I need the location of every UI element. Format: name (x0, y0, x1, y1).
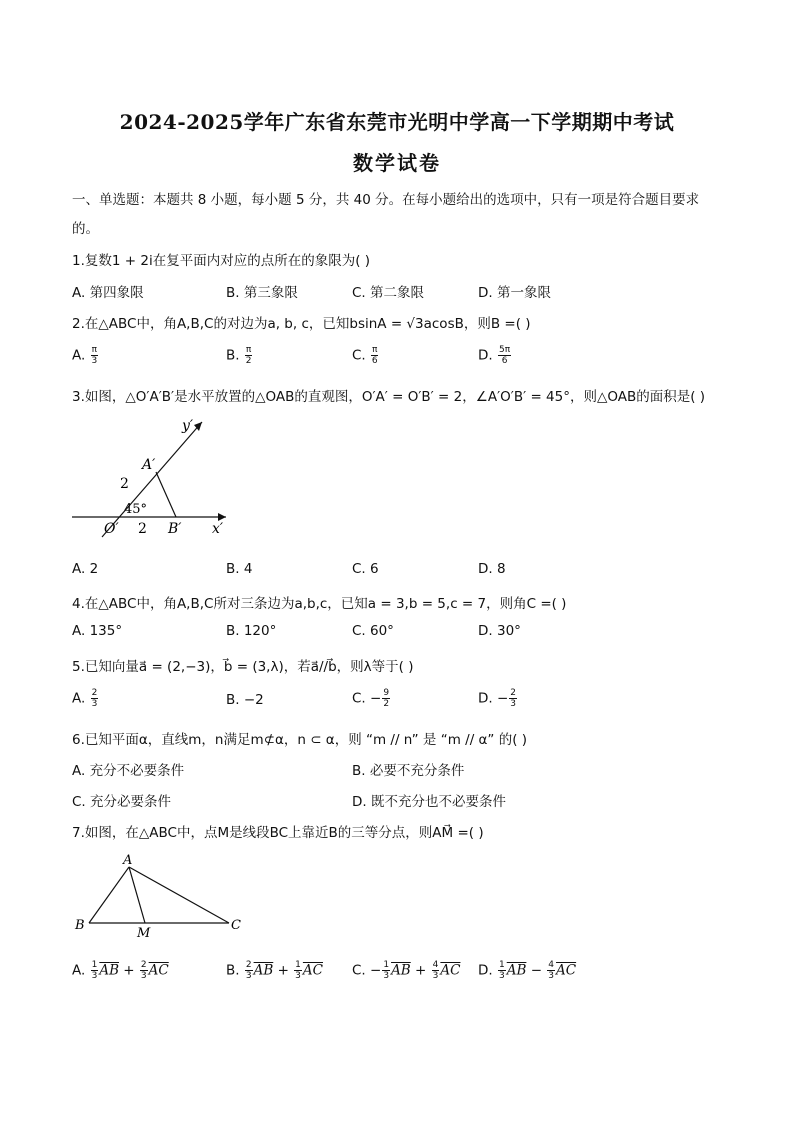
question-5-option-b[interactable] (226, 692, 264, 708)
section-instructions: 一、单选题：本题共 8 小题，每小题 5 分，共 40 分。在每小题给出的选项中，只有一项是符合题目要求 (72, 192, 700, 208)
question-4-option-d[interactable]: D. 30° (478, 623, 521, 639)
option-fraction: $\frac{\pi}{2}$ (245, 345, 252, 366)
vector-1: $\overline{AB}$ (506, 962, 527, 979)
y-axis (102, 422, 202, 537)
option-label: A. (72, 962, 86, 979)
question-5-option-d[interactable] (478, 688, 518, 709)
question-7-option-a[interactable] (72, 960, 169, 981)
coef-2: $\frac{4}{3}$ (548, 960, 555, 981)
question-5-option-c[interactable] (352, 688, 391, 709)
option-operator: + (123, 962, 135, 979)
side-ac (129, 867, 229, 923)
question-2-stem: 2.在△ABC中，角A,B,C的对边为a, b, c，已知bsinA = √3acosB，则B =( ) (72, 316, 531, 332)
point-a-label: A (123, 853, 133, 868)
vector-2: $\overline{AC}$ (440, 962, 461, 979)
option-text: −2 (243, 692, 264, 708)
question-4-option-b[interactable]: B. 120° (226, 623, 277, 639)
coef-1: $\frac{1}{3}$ (383, 960, 390, 981)
vector-1: $\overline{AB}$ (253, 962, 274, 979)
option-label: B. (226, 347, 240, 364)
question-1-option-a[interactable]: A. 第四象限 (72, 285, 144, 301)
vector-2: $\overline{AC}$ (556, 962, 577, 979)
point-b-label: B′ (168, 521, 182, 537)
question-3-figure (68, 412, 238, 542)
question-7-figure (72, 850, 252, 942)
coef-2: $\frac{4}{3}$ (432, 960, 439, 981)
x-axis-label: x′ (212, 521, 224, 537)
question-3-option-d[interactable]: D. 8 (478, 561, 506, 577)
vector-1: $\overline{AB}$ (99, 962, 119, 979)
question-2-option-a[interactable] (72, 345, 99, 366)
option-fraction: $\frac{\pi}{6}$ (371, 345, 378, 366)
question-4-stem: 4.在△ABC中，角A,B,C所对三条边为a,b,c，已知a = 3,b = 5,c = 7，则角C =( ) (72, 596, 567, 612)
question-2-option-b[interactable] (226, 345, 253, 366)
point-m-label: M (137, 926, 151, 941)
coef-1: $\frac{1}{3}$ (498, 960, 505, 981)
question-6-option-b[interactable]: B. 必要不充分条件 (352, 763, 465, 779)
option-sign: − (370, 962, 382, 979)
option-label: D. (478, 962, 493, 979)
option-label: D. (478, 347, 493, 364)
option-label: C. (352, 690, 366, 707)
y-axis-label: y′ (182, 418, 194, 434)
side-ab (89, 867, 129, 923)
option-sign: − (370, 690, 382, 707)
question-3-stem: 3.如图，△O′A′B′是水平放置的△OAB的直观图，O′A′ = O′B′ = 2，∠A′O′B′ = 45°，则△OAB的面积是( ) (72, 389, 706, 405)
question-7-stem: 7.如图，在△ABC中，点M是线段BC上靠近B的三等分点，则AM⃗ =( ) (72, 825, 484, 841)
segment-a-b (156, 472, 176, 517)
question-6-option-c[interactable]: C. 充分必要条件 (72, 794, 172, 810)
page-subtitle: 数学试卷 (353, 151, 441, 175)
question-4-option-c[interactable]: C. 60° (352, 623, 394, 639)
question-2-option-d[interactable] (478, 345, 512, 366)
vector-1: $\overline{AB}$ (391, 962, 411, 979)
question-3-option-a[interactable]: A. 2 (72, 561, 99, 577)
question-1-option-d[interactable]: D. 第一象限 (478, 285, 551, 301)
side-ob-label: 2 (138, 521, 147, 537)
segment-am (129, 867, 145, 923)
option-fraction: $\frac{\pi}{3}$ (91, 345, 98, 366)
question-5-option-a[interactable] (72, 688, 99, 709)
option-operator: − (530, 962, 542, 979)
coef-2: $\frac{2}{3}$ (140, 960, 147, 981)
x-axis-arrow-icon (218, 513, 226, 521)
coef-1: $\frac{1}{3}$ (91, 960, 98, 981)
point-c-label: C (231, 918, 241, 933)
option-label: C. (352, 962, 366, 979)
option-fraction: $\frac{5\pi}{6}$ (498, 345, 511, 366)
point-o-label: O′ (104, 521, 119, 537)
question-6-option-d[interactable]: D. 既不充分也不必要条件 (352, 794, 506, 810)
option-label: B. (226, 692, 240, 708)
option-operator: + (415, 962, 427, 979)
coef-1: $\frac{2}{3}$ (245, 960, 252, 981)
question-1-option-b[interactable]: B. 第三象限 (226, 285, 298, 301)
option-fraction: $\frac{2}{3}$ (91, 688, 98, 709)
question-5-stem: 5.已知向量a⃗ = (2,−3)，b⃗ = (3,λ)，若a⃗//b⃗，则λ等于( ) (72, 659, 414, 675)
option-label: A. (72, 690, 86, 707)
question-6-option-a[interactable]: A. 充分不必要条件 (72, 763, 185, 779)
question-3-option-c[interactable]: C. 6 (352, 561, 379, 577)
point-a-label: A′ (142, 457, 156, 473)
angle-label: 45° (124, 502, 148, 517)
option-label: B. (226, 962, 240, 979)
question-7-option-c[interactable] (352, 960, 460, 981)
question-4-option-a[interactable]: A. 135° (72, 623, 123, 639)
question-1-stem: 1.复数1 + 2i在复平面内对应的点所在的象限为( ) (72, 253, 371, 269)
option-label: C. (352, 347, 366, 364)
section-instructions-cont: 的。 (72, 221, 99, 237)
question-3-option-b[interactable]: B. 4 (226, 561, 253, 577)
option-fraction: $\frac{9}{2}$ (383, 688, 390, 709)
question-7-option-b[interactable] (226, 960, 323, 981)
point-b-label: B (75, 918, 85, 933)
coef-2: $\frac{1}{3}$ (295, 960, 301, 981)
option-label: A. (72, 347, 86, 364)
page-title: 2024-2025学年广东省东莞市光明中学高一下学期期中考试 (119, 110, 675, 134)
question-1-option-c[interactable]: C. 第二象限 (352, 285, 425, 301)
vector-2: $\overline{AC}$ (148, 962, 169, 979)
option-label: D. (478, 690, 493, 707)
side-oa-label: 2 (120, 476, 129, 492)
option-sign: − (496, 690, 509, 707)
option-fraction: $\frac{2}{3}$ (510, 688, 517, 709)
option-operator: + (277, 962, 289, 979)
vector-2: $\overline{AC}$ (302, 962, 323, 979)
question-2-option-c[interactable] (352, 345, 379, 366)
question-7-option-d[interactable] (478, 960, 576, 981)
question-6-stem: 6.已知平面α，直线m，n满足m⊄α，n ⊂ α，则 “m // n” 是 “m // α” 的( ) (72, 732, 528, 748)
